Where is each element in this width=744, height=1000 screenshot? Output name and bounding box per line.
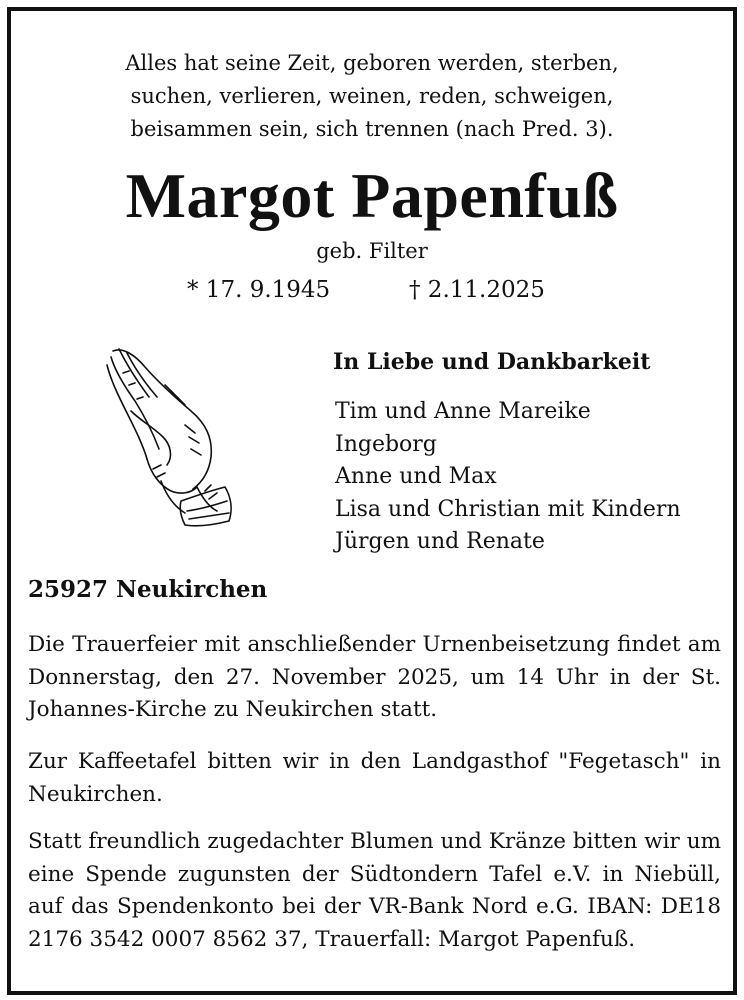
mourners-list	[335, 396, 681, 559]
obituary-notice	[7, 7, 737, 995]
death-date: † 2.11.2025	[409, 277, 545, 303]
list-item: Tim und Anne Mareike	[335, 399, 591, 424]
praying-hands-icon	[101, 341, 241, 531]
deceased-name: Margot Papenfuß	[125, 160, 619, 231]
place-heading: 25927 Neukirchen	[28, 576, 268, 603]
list-item: Jürgen und Renate	[335, 529, 545, 554]
list-item: Anne und Max	[335, 464, 497, 489]
quote-line: suchen, verlieren, weinen, reden, schweigen,	[130, 84, 614, 108]
birth-date: * 17. 9.1945	[187, 277, 331, 303]
mourners-title: In Liebe und Dankbarkeit	[333, 349, 651, 375]
quote-line: beisammen sein, sich trennen (nach Pred. 3).	[130, 117, 614, 141]
coffee-paragraph: Zur Kaffeetafel bitten wir in den Landgasthof "Fegetasch" in Neukirchen.	[28, 749, 721, 807]
quote-line: Alles hat seine Zeit, geboren werden, sterben,	[125, 51, 619, 75]
birth-name: geb. Filter	[316, 239, 428, 263]
donation-paragraph: Statt freundlich zugedachter Blumen und Kränze bitten wir um eine Spende zugunsten der Südtondern Tafel e.V. in Niebüll, auf das Spendenkonto bei der VR-Bank Nord e.G. IBAN: DE18 2176 3542 0007 8562 37, Trauerfall: Margot Papenfuß.	[28, 829, 721, 952]
ceremony-paragraph: Die Trauerfeier mit anschließender Urnenbeisetzung findet am Donnerstag, den 27. November 2025, um 14 Uhr in der St. Johannes-Kirche zu Neukirchen statt.	[28, 632, 721, 722]
list-item: Ingeborg	[335, 431, 437, 457]
list-item: Lisa und Christian mit Kindern	[335, 496, 681, 522]
bible-quote	[11, 47, 733, 146]
